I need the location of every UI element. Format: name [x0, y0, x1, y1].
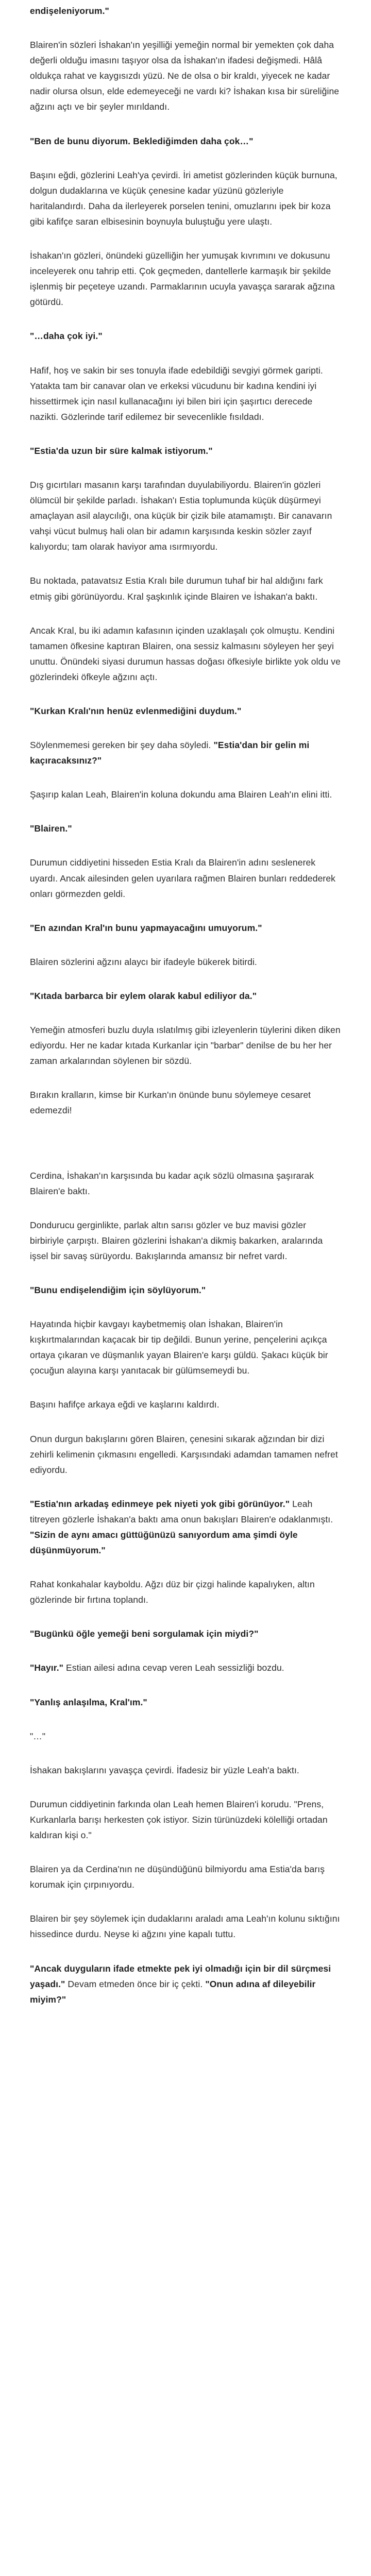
narration-text: Şaşırıp kalan Leah, Blairen'in koluna dokundu ama Blairen Leah'ın elini itti. — [30, 789, 332, 800]
narration-text: Onun durgun bakışlarını gören Blairen, çenesini sıkarak ağzından bir dizi zehirli kelimenin çıkmasını engelledi. Karşısındaki adamdan tamamen nefret ediyordu. — [30, 1433, 338, 1475]
story-paragraph — [30, 1660, 341, 1675]
story-paragraph — [30, 855, 341, 901]
narration-text: Hafif, hoş ve sakin bir ses tonuyla ifade edebildiği sevgiyi görmek garipti. Yatakta tam bir canavar olan ve erkeksi vücudunu bir kadına kendini iyi hissettirmek için nasıl kullanacağını iyi bilen biri için şaşırtıcı derecede nazikti. Gözlerinde tarif edilemez bir sevecenlikle fısıldadı. — [30, 365, 323, 422]
story-paragraph — [30, 1431, 341, 1478]
dialogue-paragraph — [30, 703, 341, 719]
narration-text: Rahat konkahalar kayboldu. Ağzı düz bir çizgi halinde kapalıyken, altın gözlerinde bir fırtına toplandı. — [30, 1579, 315, 1605]
narration-text: Durumun ciddiyetini hisseden Estia Kralı da Blairen'in adını seslenerek uyardı. Ancak ailesinden gelen uyarılara rağmen Blairen bunları reddederek onları görmezden geldi. — [30, 857, 336, 899]
story-paragraph — [30, 1762, 341, 1778]
story-paragraph — [30, 1861, 341, 1892]
story-paragraph — [30, 737, 341, 768]
story-paragraph — [30, 787, 341, 802]
narration-text: Dondurucu gerginlikte, parlak altın sarısı gözler ve buz mavisi gözler birbiriyle çarpıştı. Blairen gözlerini İshakan'a dikmiş bakarken, aralarında işsel bir savaş sürüyordu. Bakışlarında amansız bir nefret vardı. — [30, 1219, 323, 1261]
dialogue-text: "Estia'dan bir gelin mi kaçıracaksınız?" — [30, 740, 310, 766]
dialogue-text: "Hayır." — [30, 1663, 64, 1673]
dialogue-paragraph — [30, 1282, 341, 1298]
dialogue-text: "Estia'nın arkadaş edinmeye pek niyeti yok gibi görünüyor." — [30, 1498, 290, 1509]
narration-text: "…" — [30, 1731, 46, 1741]
story-paragraph — [30, 1911, 341, 1942]
narration-text: Yemeğin atmosferi buzlu duyla ıslatılmış gibi izleyenlerin tüylerini diken diken ediyordu. Her ne kadar kıtada Kurkanlar için "barbar" denilse de bu her her zaman arkalarından söylenen bir sözdü. — [30, 1025, 341, 1066]
narration-text: Blairen bir şey söylemek için dudaklarını araladı ama Leah'ın kolunu sıktığını hissedince durdu. Neyse ki ağzını yine kapalı tuttu. — [30, 1913, 340, 1940]
story-paragraph — [30, 1496, 341, 1558]
dialogue-text: "Ancak duyguların ifade etmekte pek iyi olmadığı için bir dil sürçmesi yaşadı." — [30, 1963, 331, 1989]
story-paragraph — [30, 477, 341, 554]
dialogue-paragraph — [30, 988, 341, 1004]
narration-text: İshakan bakışlarını yavaşça çevirdi. İfadesiz bir yüzle Leah'a baktı. — [30, 1765, 299, 1775]
dialogue-text: "Kıtada barbarca bir eylem olarak kabul ediliyor da." — [30, 990, 257, 1001]
story-paragraph — [30, 623, 341, 685]
story-paragraph — [30, 1797, 341, 1843]
dialogue-text: "En azından Kral'ın bunu yapmayacağını umuyorum." — [30, 922, 262, 933]
narration-text: Durumun ciddiyetinin farkında olan Leah hemen Blairen'i korudu. "Prens, Kurkanlarla barışı herkesten çok istiyor. Sizin türünüzdeki kölelliği ortadan kaldıran kişi o." — [30, 1799, 328, 1841]
dialogue-paragraph — [30, 821, 341, 836]
dialogue-paragraph — [30, 1626, 341, 1641]
narration-text: Hayatında hiçbir kavgayı kaybetmemiş olan İshakan, Blairen'in kışkırtmalarından kaçacak bir tip değildi. Bunun yerine, pençelerini açıkça ortaya çıkaran ve düşmanlık yayan Blairen'e karşı güldü. Şakacı küçük bir çocuğun alayına karşı yanıtacak bir gülümsemeydi bu. — [30, 1319, 328, 1376]
story-paragraph — [30, 37, 341, 114]
dialogue-text: "Onun adına af dileyebilir miyim?" — [30, 1978, 316, 2005]
story-paragraph — [30, 1087, 341, 1118]
narration-text: Cerdina, İshakan'ın karşısında bu kadar açık sözlü olmasına şaşırarak Blairen'e baktı. — [30, 1170, 314, 1196]
dialogue-text: "Yanlış anlaşılma, Kral'ım." — [30, 1697, 147, 1707]
dialogue-paragraph — [30, 3, 341, 19]
dialogue-paragraph — [30, 443, 341, 459]
dialogue-text: "…daha çok iyi." — [30, 331, 103, 342]
dialogue-text: "Ben de bunu diyorum. Beklediğimden daha çok…" — [30, 135, 254, 146]
narration-text: Blairen ya da Cerdina'nın ne düşündüğünü bilmiyordu ama Estia'da barış korumak için çırpınıyordu. — [30, 1864, 325, 1890]
story-paragraph — [30, 363, 341, 425]
dialogue-text: "Blairen." — [30, 823, 72, 834]
narration-text: Devam etmeden önce bir iç çekti. — [65, 1978, 206, 1989]
narration-text: Söylenmemesi gereken bir şey daha söyledi. — [30, 740, 214, 751]
dialogue-paragraph — [30, 920, 341, 936]
story-paragraph — [30, 1397, 341, 1412]
narration-text: Blairen sözlerini ağzını alaycı bir ifadeyle bükerek bitirdi. — [30, 956, 257, 967]
dialogue-paragraph — [30, 1694, 341, 1710]
narration-text: Blairen'in sözleri İshakan'ın yeşilliği yemeğin normal bir yemekten çok daha değerli olduğu imasını taşıyor olsa da İshakan'ın ifadesi değişmedi. Hâlâ oldukça rahat ve kaygısızdı yüzü. Ne de olsa o bir kraldı, yiyecek ne kadar nadir olursa olsun, elde edemeyeceği ne vardı ki? İshakan kısa bir süreliğine ağzını açtı ve bir şeyler mırıldandı. — [30, 40, 340, 112]
dialogue-paragraph — [30, 328, 341, 344]
story-paragraph — [30, 1577, 341, 1607]
narration-text: Bu noktada, patavatsız Estia Kralı bile durumun tuhaf bir hal aldığını fark etmiş gibi görünüyordu. Kral şaşkınlık içinde Blairen ve İshakan'a baktı. — [30, 575, 323, 602]
dialogue-text: endişeleniyorum." — [30, 6, 109, 16]
story-paragraph — [30, 573, 341, 604]
story-paragraph — [30, 1961, 341, 2007]
narration-text: Başını eğdi, gözlerini Leah'ya çevirdi. İri ametist gözlerinden küçük burnuna, dolgun dudaklarına ve küçük çenesine kadar yüzünü gözleriyle haritalandırdı. Daha da ilerleyerek porselen tenini, omuzlarını ipek bir koza gibi kafifçe saran elbisesinin boynuyla buluştuğu yere ulaştı. — [30, 170, 338, 227]
narration-text: İshakan'ın gözleri, önündeki güzelliğin her yumuşak kıvrımını ve dokusunu inceleyerek onu tahrip etti. Çok geçmeden, dantellerle karmaşık bir şekilde işlenmiş bir peçeteye uzandı. Parmaklarının ucuyla yavaşça sararak ağzına götürdü. — [30, 250, 335, 308]
story-paragraph — [30, 1728, 341, 1744]
dialogue-text: "Bugünkü öğle yemeği beni sorgulamak için miydi?" — [30, 1629, 259, 1639]
dialogue-paragraph — [30, 133, 341, 149]
narration-text: Ancak Kral, bu iki adamın kafasının içinden uzaklaşalı çok olmuştu. Kendini tamamen öfkesine kaptıran Blairen, ona sessiz kalmasını söyleyen her şeyi unuttu. Önündeki siyasi durumun hassas doğası öfkesiyle birlikte yok oldu ve gözlerindeki öfkeyle ağzını açtı. — [30, 625, 341, 682]
dialogue-text: "Bunu endişelendiğim için söylüyorum." — [30, 1284, 206, 1295]
dialogue-text: "Sizin de aynı amacı güttüğünüzü sanıyordum ama şimdi öyle düşünmüyorum." — [30, 1530, 298, 1556]
dialogue-text: "Estia'da uzun bir süre kalmak istiyorum." — [30, 445, 213, 456]
story-paragraph — [30, 954, 341, 970]
story-paragraph — [30, 1217, 341, 1264]
narration-text: Leah titreyen gözlerle İshakan'a baktı ama onun bakışları Blairen'e odaklanmıştı. — [30, 1498, 333, 1524]
section-gap — [30, 1137, 341, 1168]
dialogue-text: "Kurkan Kralı'nın henüz evlenmediğini duydum." — [30, 706, 242, 716]
story-paragraph — [30, 248, 341, 310]
narration-text: Başını hafifçe arkaya eğdi ve kaşlarını kaldırdı. — [30, 1399, 220, 1410]
narration-text: Dış gıcırtıları masanın karşı tarafından duyulabiliyordu. Blairen'in gözleri ölümcül bir şekilde parladı. İshakan'ı Estia toplumunda küçük düşürmeyi amaçlayan asil alaycılığı, ona küçük bir çizik bile atamamıştı. Bir canavarın vahşi vücut bulmuş hali olan bir adamın karşısında keskin sözler zayıf kalıyordu; tam olarak haviyor ama ısırmıyordu. — [30, 479, 332, 552]
narration-text: Bırakın kralların, kimse bir Kurkan'ın önünde bunu söylemeye cesaret edemezdi! — [30, 1090, 311, 1116]
story-paragraph — [30, 1316, 341, 1378]
story-paragraph — [30, 1168, 341, 1199]
narration-text: Estian ailesi adına cevap veren Leah sessizliği bozdu. — [63, 1663, 284, 1673]
story-paragraph — [30, 1022, 341, 1069]
story-paragraph — [30, 167, 341, 229]
